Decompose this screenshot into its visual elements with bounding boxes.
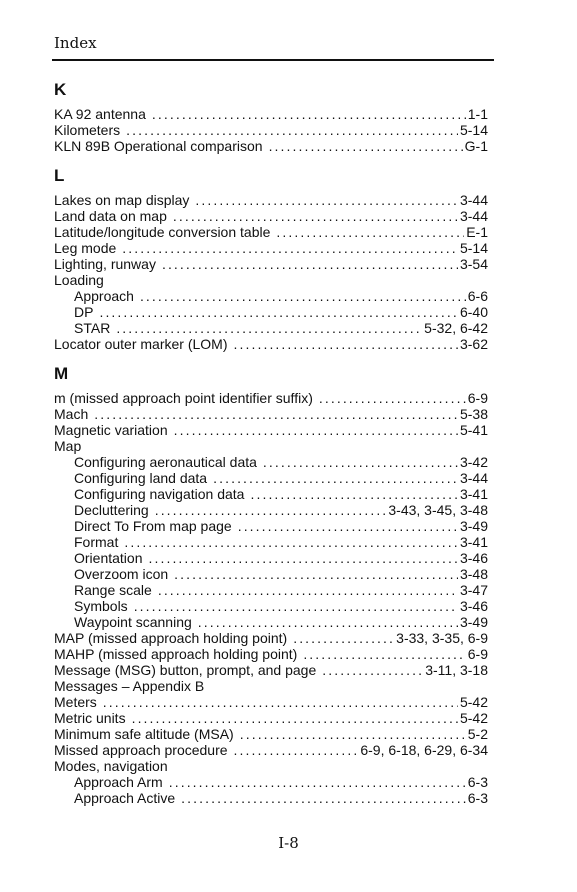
entry-label: Magnetic variation — [54, 422, 168, 438]
section-letter-m: M — [54, 364, 69, 383]
index-entry — [54, 106, 488, 122]
entry-page-ref: 3-41 — [459, 534, 488, 550]
entry-page-ref: 5-41 — [459, 422, 488, 438]
index-subentry — [54, 502, 488, 518]
dot-leader — [174, 422, 458, 438]
entry-label: Message (MSG) button, prompt, and page — [54, 662, 317, 678]
entry-label: Map — [54, 438, 82, 454]
entry-page-ref: 6-9 — [467, 646, 488, 662]
entry-page-ref: 6-3 — [467, 790, 488, 806]
index-entry — [54, 646, 488, 662]
index-entry — [54, 694, 488, 710]
entry-page-ref: 6-9, 6-18, 6-29, 6-34 — [360, 742, 488, 758]
entry-label: Waypoint scanning — [74, 614, 192, 630]
entry-page-ref: 5-14 — [459, 122, 488, 138]
dot-leader — [195, 192, 458, 208]
entry-label: MAHP (missed approach holding point) — [54, 646, 298, 662]
index-entry — [54, 742, 488, 758]
entry-page-ref: 3-42 — [459, 454, 488, 470]
entry-label: Overzoom icon — [74, 566, 169, 582]
entry-label: Modes, navigation — [54, 758, 168, 774]
entry-label: Format — [74, 534, 119, 550]
entry-label: DP — [74, 304, 94, 320]
entry-label: Configuring aeronautical data — [74, 454, 257, 470]
index-subentry — [54, 582, 488, 598]
entry-label: Loading — [54, 272, 104, 288]
entry-label: Mach — [54, 406, 89, 422]
entry-page-ref: 3-62 — [459, 336, 488, 352]
entry-page-ref: 5-32, 6-42 — [424, 320, 488, 336]
entry-label: Approach — [74, 288, 134, 304]
entry-page-ref: 3-49 — [459, 614, 488, 630]
index-subentry — [54, 454, 488, 470]
entry-label: Latitude/longitude conversion table — [54, 224, 271, 240]
index-subentry — [54, 614, 488, 630]
dot-leader — [263, 454, 458, 470]
entry-page-ref: 3-47 — [459, 582, 488, 598]
entry-label: Lakes on map display — [54, 192, 190, 208]
entry-page-ref: 5-14 — [459, 240, 488, 256]
entry-page-ref: E-1 — [466, 224, 488, 240]
entry-label: Messages – Appendix B — [54, 678, 205, 694]
dot-leader — [293, 630, 394, 646]
entry-label: MAP (missed approach holding point) — [54, 630, 288, 646]
entry-page-ref: 5-42 — [459, 694, 488, 710]
dot-leader — [319, 390, 466, 406]
entry-label: Approach Active — [74, 790, 176, 806]
index-body — [54, 80, 488, 806]
entry-label: Configuring land data — [74, 470, 208, 486]
dot-leader — [94, 406, 458, 422]
index-entry — [54, 122, 488, 138]
dot-leader — [148, 550, 457, 566]
dot-leader — [124, 534, 458, 550]
entry-page-ref: 3-46 — [459, 598, 488, 614]
entry-page-ref: 3-49 — [459, 518, 488, 534]
entry-page-ref: 5-2 — [467, 726, 488, 742]
entry-label: Missed approach procedure — [54, 742, 228, 758]
dot-leader — [276, 224, 464, 240]
dot-leader — [103, 694, 458, 710]
dot-leader — [122, 240, 458, 256]
entry-page-ref: 6-9 — [467, 390, 488, 406]
index-entry — [54, 726, 488, 742]
entry-page-ref: 5-38 — [459, 406, 488, 422]
entry-page-ref: 6-6 — [467, 288, 488, 304]
index-subentry — [54, 550, 488, 566]
index-subentry — [54, 598, 488, 614]
dot-leader — [198, 614, 458, 630]
entry-page-ref: 3-48 — [459, 566, 488, 582]
dot-leader — [238, 518, 458, 534]
index-subentry — [54, 518, 488, 534]
dot-leader — [234, 742, 359, 758]
index-subentry — [54, 774, 488, 790]
index-entry — [54, 406, 488, 422]
entry-page-ref: 3-46 — [459, 550, 488, 566]
dot-leader — [240, 726, 466, 742]
entry-page-ref: 3-33, 3-35, 6-9 — [396, 630, 488, 646]
entry-label: Range scale — [74, 582, 152, 598]
dot-leader — [269, 138, 463, 154]
entry-page-ref: 6-40 — [459, 304, 488, 320]
index-entry — [54, 678, 488, 694]
entry-page-ref: G-1 — [464, 138, 488, 154]
dot-leader — [99, 304, 458, 320]
dot-leader — [174, 566, 458, 582]
index-subentry — [54, 320, 488, 336]
dot-leader — [250, 486, 458, 502]
running-header: Index — [54, 34, 97, 52]
index-entry — [54, 240, 488, 256]
page-number: I-8 — [278, 834, 299, 852]
dot-leader — [322, 662, 423, 678]
dot-leader — [303, 646, 465, 662]
entry-label: Symbols — [74, 598, 128, 614]
index-entry — [54, 208, 488, 224]
dot-leader — [140, 288, 466, 304]
entry-label: Locator outer marker (LOM) — [54, 336, 228, 352]
dot-leader — [132, 710, 458, 726]
entry-label: Land data on map — [54, 208, 167, 224]
dot-leader — [126, 122, 458, 138]
dot-leader — [152, 106, 466, 122]
dot-leader — [234, 336, 458, 352]
index-entry — [54, 438, 488, 454]
entry-page-ref: 3-44 — [459, 208, 488, 224]
entry-page-ref: 3-54 — [459, 256, 488, 272]
entry-label: Leg mode — [54, 240, 117, 256]
index-subentry — [54, 566, 488, 582]
entry-label: Meters — [54, 694, 97, 710]
entry-label: Minimum safe altitude (MSA) — [54, 726, 234, 742]
dot-leader — [173, 208, 458, 224]
entry-label: Metric units — [54, 710, 126, 726]
index-entry — [54, 422, 488, 438]
entry-page-ref: 3-11, 3-18 — [425, 662, 488, 678]
entry-page-ref: 3-43, 3-45, 3-48 — [388, 502, 488, 518]
header-rule — [52, 59, 494, 61]
entry-label: Orientation — [74, 550, 143, 566]
section-letter-l: L — [54, 166, 65, 185]
entry-label: STAR — [74, 320, 111, 336]
entry-label: Configuring navigation data — [74, 486, 245, 502]
index-entry — [54, 758, 488, 774]
entry-label: KLN 89B Operational comparison — [54, 138, 263, 154]
index-entry — [54, 256, 488, 272]
entry-page-ref: 5-42 — [459, 710, 488, 726]
index-entry — [54, 390, 488, 406]
index-entry — [54, 336, 488, 352]
index-subentry — [54, 288, 488, 304]
index-subentry — [54, 486, 488, 502]
dot-leader — [181, 790, 466, 806]
entry-label: Kilometers — [54, 122, 121, 138]
entry-label: KA 92 antenna — [54, 106, 146, 122]
index-entry — [54, 224, 488, 240]
dot-leader — [158, 582, 458, 598]
dot-leader — [169, 774, 466, 790]
entry-label: m (missed approach point identifier suffix) — [54, 390, 313, 406]
dot-leader — [116, 320, 422, 336]
entry-label: Decluttering — [74, 502, 149, 518]
entry-page-ref: 1-1 — [467, 106, 488, 122]
index-entry — [54, 192, 488, 208]
entry-page-ref: 3-41 — [459, 486, 488, 502]
dot-leader — [162, 256, 458, 272]
index-subentry — [54, 790, 488, 806]
index-entry — [54, 710, 488, 726]
index-entry — [54, 272, 488, 288]
index-entry — [54, 630, 488, 646]
dot-leader — [134, 598, 458, 614]
entry-page-ref: 3-44 — [459, 470, 488, 486]
index-entry — [54, 662, 488, 678]
entry-page-ref: 6-3 — [467, 774, 488, 790]
index-subentry — [54, 470, 488, 486]
index-subentry — [54, 304, 488, 320]
index-entry — [54, 138, 488, 154]
dot-leader — [155, 502, 387, 518]
entry-label: Approach Arm — [74, 774, 163, 790]
section-letter-k: K — [54, 80, 67, 99]
entry-label: Lighting, runway — [54, 256, 156, 272]
index-subentry — [54, 534, 488, 550]
entry-label: Direct To From map page — [74, 518, 232, 534]
dot-leader — [213, 470, 458, 486]
entry-page-ref: 3-44 — [459, 192, 488, 208]
